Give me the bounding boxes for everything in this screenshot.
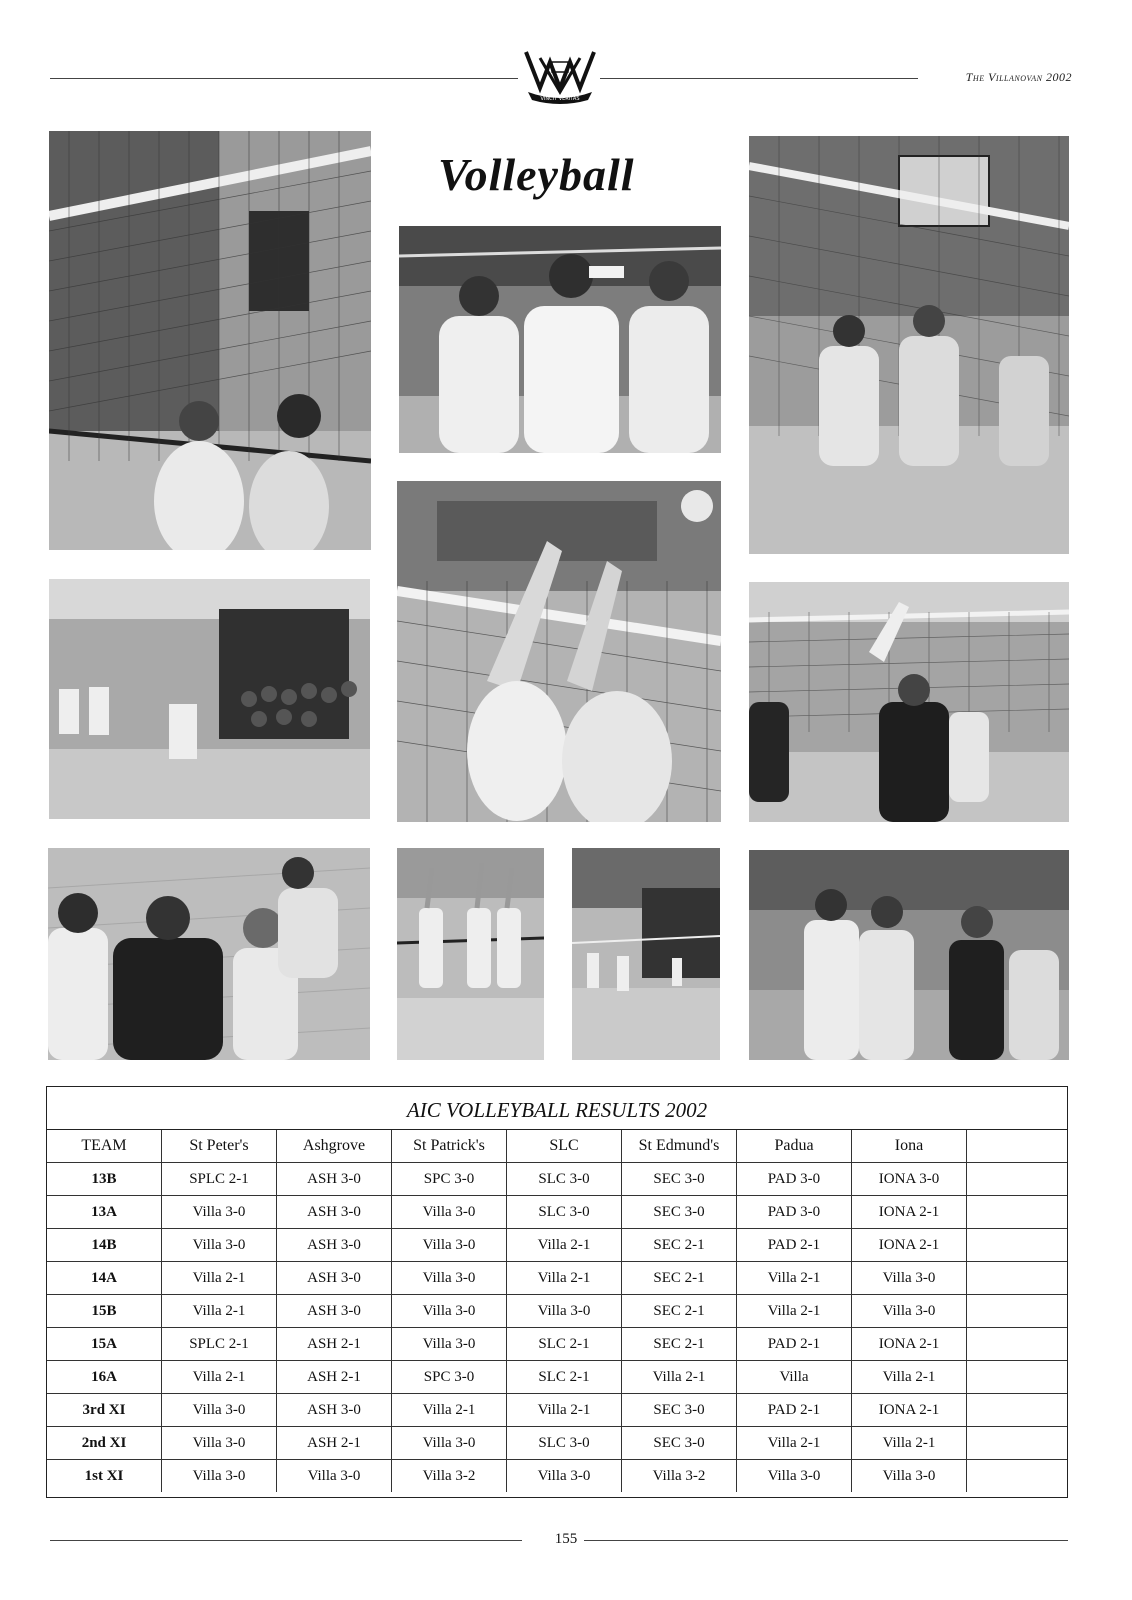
publication-title: The Villanovan 2002	[965, 70, 1072, 84]
crest-motto: VINCIT VERITAS	[540, 96, 580, 102]
table-header-row	[47, 1130, 1067, 1163]
table-row	[47, 1328, 1067, 1361]
result-cell: Villa 3-0	[277, 1460, 392, 1493]
result-cell	[967, 1460, 1068, 1493]
result-cell: ASH 3-0	[277, 1295, 392, 1328]
result-cell: Villa 2-1	[737, 1262, 852, 1295]
result-cell: Villa 2-1	[162, 1262, 277, 1295]
result-cell: SPLC 2-1	[162, 1328, 277, 1361]
result-cell: ASH 2-1	[277, 1328, 392, 1361]
result-cell: SEC 3-0	[622, 1427, 737, 1460]
header-iona: Iona	[852, 1130, 967, 1163]
table-row	[47, 1427, 1067, 1460]
result-cell: Villa	[737, 1361, 852, 1394]
result-cell: PAD 3-0	[737, 1196, 852, 1229]
page-number: 155	[554, 1531, 578, 1547]
result-cell	[967, 1196, 1068, 1229]
photo-hall-crowd	[49, 579, 370, 819]
result-cell: SPLC 2-1	[162, 1163, 277, 1196]
photo-coach-huddle	[48, 848, 370, 1060]
result-cell: Villa 3-2	[622, 1460, 737, 1493]
photo-team-huddle-jerseys	[399, 226, 721, 453]
result-cell: Villa 3-2	[392, 1460, 507, 1493]
table-row	[47, 1295, 1067, 1328]
header-blank	[967, 1130, 1068, 1163]
result-cell: SLC 2-1	[507, 1328, 622, 1361]
result-cell	[967, 1229, 1068, 1262]
header-slc: SLC	[507, 1130, 622, 1163]
result-cell: Villa 2-1	[507, 1229, 622, 1262]
result-cell: Villa 3-0	[852, 1295, 967, 1328]
result-cell: Villa 3-0	[162, 1196, 277, 1229]
photo-players-celebrate	[749, 850, 1069, 1060]
result-cell: SLC 3-0	[507, 1196, 622, 1229]
result-cell	[967, 1361, 1068, 1394]
result-cell: Villa 2-1	[737, 1295, 852, 1328]
result-cell: ASH 3-0	[277, 1262, 392, 1295]
table-row	[47, 1163, 1067, 1196]
team-cell: 13B	[47, 1163, 162, 1196]
result-cell: Villa 2-1	[162, 1295, 277, 1328]
result-cell: ASH 3-0	[277, 1163, 392, 1196]
result-cell: Villa 2-1	[162, 1361, 277, 1394]
photo-net-players-gallery	[49, 131, 371, 550]
result-cell: Villa 3-0	[162, 1427, 277, 1460]
result-cell	[967, 1295, 1068, 1328]
header-st-edmunds: St Edmund's	[622, 1130, 737, 1163]
result-cell: Villa 3-0	[852, 1460, 967, 1493]
header-padua: Padua	[737, 1130, 852, 1163]
header-team: TEAM	[47, 1130, 162, 1163]
result-cell: SEC 3-0	[622, 1196, 737, 1229]
result-cell	[967, 1328, 1068, 1361]
team-cell: 13A	[47, 1196, 162, 1229]
result-cell: PAD 2-1	[737, 1394, 852, 1427]
header-rule-right	[600, 78, 918, 79]
result-cell: PAD 2-1	[737, 1328, 852, 1361]
team-cell: 3rd XI	[47, 1394, 162, 1427]
school-crest-logo	[522, 48, 598, 104]
photo-players-walking-court	[749, 136, 1069, 554]
header-rule-left	[50, 78, 518, 79]
results-table-box	[46, 1086, 1068, 1498]
result-cell: PAD 3-0	[737, 1163, 852, 1196]
team-cell: 15B	[47, 1295, 162, 1328]
result-cell: ASH 3-0	[277, 1229, 392, 1262]
photo-wide-hall-match	[572, 848, 720, 1060]
result-cell: ASH 3-0	[277, 1394, 392, 1427]
result-cell: Villa 3-0	[162, 1394, 277, 1427]
result-cell: SEC 2-1	[622, 1295, 737, 1328]
result-cell: SEC 2-1	[622, 1229, 737, 1262]
result-cell: Villa 3-0	[737, 1460, 852, 1493]
result-cell: Villa 2-1	[507, 1262, 622, 1295]
header-st-patricks: St Patrick's	[392, 1130, 507, 1163]
result-cell: PAD 2-1	[737, 1229, 852, 1262]
result-cell: SPC 3-0	[392, 1163, 507, 1196]
result-cell: ASH 3-0	[277, 1196, 392, 1229]
photo-block-at-net	[397, 481, 721, 822]
photo-spike-player-1	[749, 582, 1069, 822]
results-table	[47, 1130, 1067, 1492]
result-cell: Villa 3-0	[507, 1295, 622, 1328]
team-cell: 15A	[47, 1328, 162, 1361]
result-cell: SPC 3-0	[392, 1361, 507, 1394]
result-cell: Villa 3-0	[392, 1196, 507, 1229]
team-cell: 14B	[47, 1229, 162, 1262]
result-cell: SLC 3-0	[507, 1427, 622, 1460]
page-title: Volleyball	[438, 149, 635, 200]
result-cell: SEC 2-1	[622, 1328, 737, 1361]
result-cell	[967, 1394, 1068, 1427]
table-row	[47, 1460, 1067, 1493]
table-row	[47, 1262, 1067, 1295]
result-cell: Villa 3-0	[392, 1295, 507, 1328]
result-cell: Villa 2-1	[852, 1361, 967, 1394]
result-cell: SLC 2-1	[507, 1361, 622, 1394]
results-title: AIC VOLLEYBALL RESULTS 2002	[47, 1087, 1067, 1130]
result-cell: Villa 3-0	[852, 1262, 967, 1295]
result-cell: Villa 3-0	[392, 1262, 507, 1295]
result-cell: Villa 3-0	[392, 1427, 507, 1460]
photo-three-players-jump	[397, 848, 544, 1060]
result-cell: IONA 2-1	[852, 1229, 967, 1262]
result-cell: IONA 2-1	[852, 1328, 967, 1361]
result-cell: ASH 2-1	[277, 1361, 392, 1394]
result-cell: Villa 2-1	[392, 1394, 507, 1427]
table-row	[47, 1394, 1067, 1427]
table-row	[47, 1361, 1067, 1394]
result-cell: IONA 2-1	[852, 1196, 967, 1229]
team-cell: 14A	[47, 1262, 162, 1295]
result-cell: IONA 3-0	[852, 1163, 967, 1196]
result-cell	[967, 1427, 1068, 1460]
result-cell: Villa 2-1	[507, 1394, 622, 1427]
table-row	[47, 1196, 1067, 1229]
team-cell: 1st XI	[47, 1460, 162, 1493]
result-cell: Villa 2-1	[852, 1427, 967, 1460]
result-cell: Villa 3-0	[392, 1328, 507, 1361]
result-cell: Villa 2-1	[622, 1361, 737, 1394]
result-cell: Villa 3-0	[162, 1460, 277, 1493]
header-ashgrove: Ashgrove	[277, 1130, 392, 1163]
result-cell: SEC 3-0	[622, 1394, 737, 1427]
team-cell: 16A	[47, 1361, 162, 1394]
result-cell: IONA 2-1	[852, 1394, 967, 1427]
header-st-peters: St Peter's	[162, 1130, 277, 1163]
team-cell: 2nd XI	[47, 1427, 162, 1460]
result-cell: Villa 3-0	[507, 1460, 622, 1493]
result-cell	[967, 1163, 1068, 1196]
result-cell: SEC 3-0	[622, 1163, 737, 1196]
result-cell: Villa 2-1	[737, 1427, 852, 1460]
result-cell: Villa 3-0	[162, 1229, 277, 1262]
result-cell: ASH 2-1	[277, 1427, 392, 1460]
result-cell: SLC 3-0	[507, 1163, 622, 1196]
table-row	[47, 1229, 1067, 1262]
result-cell: Villa 3-0	[392, 1229, 507, 1262]
result-cell	[967, 1262, 1068, 1295]
result-cell: SEC 2-1	[622, 1262, 737, 1295]
